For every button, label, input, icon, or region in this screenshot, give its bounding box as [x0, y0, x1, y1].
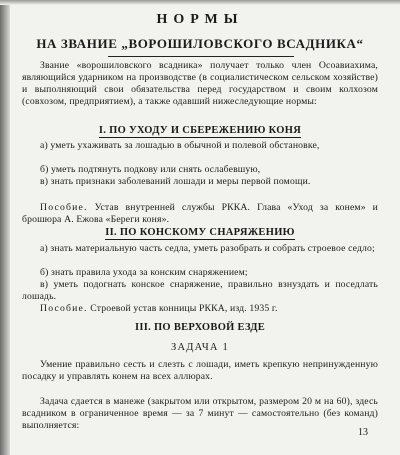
section-heading-care	[0, 125, 400, 138]
section-heading-equipment-text: II. ПО КОНСКОМУ СНАРЯЖЕНИЮ	[105, 227, 295, 238]
care-item-c: в) знать признаки заболеваний лошади и меры первой помощи.	[40, 176, 311, 187]
section-heading-riding-text: III. ПО ВЕРХОВОЙ ЕЗДЕ	[134, 322, 266, 333]
riding-paragraph-2: Задача сдается в манеже (закрытом или открытом, размером 20 м на 60), здесь всадником в ограниченное время — за 7 минут — самостоятельно (без команд) выполняется:	[22, 396, 378, 431]
section-heading-riding	[0, 322, 400, 334]
care-reference-text: Устав внутренней службы РККА. Глава «Уход за конем» и брошюра А. Ежова «Береги коня».	[22, 202, 378, 225]
scan-top-shadow	[0, 0, 400, 5]
page-subtitle: НА ЗВАНИЕ „ВОРОШИЛОВСКОГО ВСАДНИКА“	[36, 36, 364, 51]
care-reference	[22, 202, 378, 226]
page-number: 13	[358, 427, 368, 438]
care-item-a: а) уметь ухаживать за лошадью в обычной и полевой обстановке,	[40, 140, 320, 151]
equipment-item-c: в) уметь подогнать конское снаряжение, правильно взнуздать и поседлать лошадь.	[22, 279, 378, 302]
equipment-reference	[22, 303, 378, 315]
care-reference-label: Пособие.	[40, 202, 88, 213]
equipment-item-a: а) знать материальную часть седла, уметь разобрать и собрать строевое седло;	[40, 243, 375, 254]
care-item-b: б) уметь подтянуть подкову или снять ослабевшую,	[40, 164, 261, 175]
task-heading: ЗАДАЧА 1	[171, 342, 229, 353]
equipment-reference-label: Пособие.	[40, 303, 88, 314]
riding-paragraph-1: Умение правильно сесть и слезть с лошади, иметь крепкую непринужденную посадку и управлять конем на всех аллюрах.	[22, 359, 378, 382]
page-title: НОРМЫ	[156, 12, 244, 27]
section-heading-equipment	[0, 227, 400, 240]
intro-paragraph: Звание «ворошиловского всадника» получает только член Осоавиахима, являющийся ударником на производстве (в социалистическом сельском хозяйстве) и выполняющий свои обязательства перед государством и своим колхозом (совхозом, предприятием), а также одавший нижеследующие нормы:	[22, 60, 378, 107]
equipment-reference-text: Строевой устав конницы РККА, изд. 1935 г.	[90, 303, 278, 314]
section-heading-care-text: I. ПО УХОДУ И СБЕРЕЖЕНИЮ КОНЯ	[98, 125, 302, 136]
equipment-item-b: б) знать правила ухода за конским снаряжением;	[40, 267, 248, 278]
title-divider	[108, 56, 294, 57]
